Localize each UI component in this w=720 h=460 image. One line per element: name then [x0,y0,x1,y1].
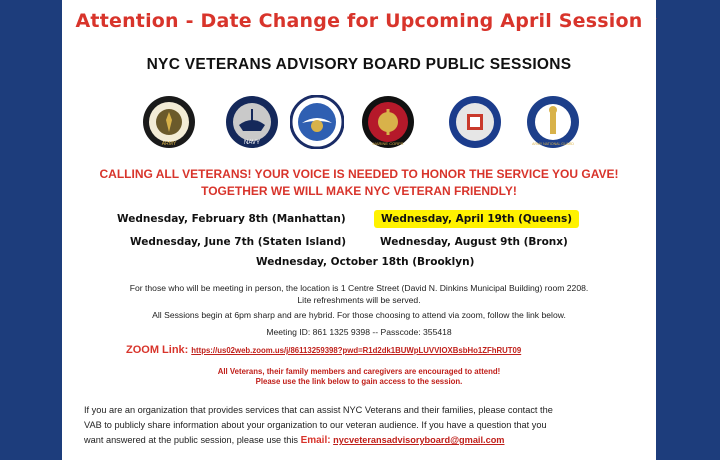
date-august: Wednesday, August 9th (Bronx) [380,236,568,248]
date-change-banner: Attention - Date Change for Upcoming April Session [75,10,643,32]
flyer-page [62,0,656,460]
org-line-3-text: want answered at the public session, please use this [84,435,298,445]
org-line-2: VAB to publicly share information about your organization to our veteran audience. If you have a question that you [84,420,547,430]
coast-guard-seal-icon [448,95,502,149]
org-line-3 [84,433,644,448]
encourage-line-2: Please use the link below to gain access to the session. [255,377,463,386]
zoom-label: ZOOM Link: [126,344,189,356]
org-line-1: If you are an organization that provides services that can assist NYC Veterans and their families, please contact the [84,405,553,415]
marine-seal-text: MARINE CORPS [372,141,404,146]
military-seals-row [62,95,656,155]
call-line-2: TOGETHER WE WILL MAKE NYC VETERAN FRIENDLY! [201,184,517,198]
sessions-info: All Sessions begin at 6pm sharp and are hybrid. For those choosing to attend via zoom, follow the link below. [152,310,566,320]
national-guard-seal-icon [526,95,580,149]
guard-seal-text: ARMY NATIONAL GUARD [532,142,574,146]
date-june: Wednesday, June 7th (Staten Island) [130,236,347,248]
marine-corps-seal-icon [361,95,415,149]
date-october: Wednesday, October 18th (Brooklyn) [256,256,475,268]
zoom-link[interactable]: https://us02web.zoom.us/j/86113259398?pwd=R1d2dk1BUWpLUVVIOXBsbHo1ZFhRUT09 [191,346,522,355]
call-line-1: CALLING ALL VETERANS! YOUR VOICE IS NEEDED TO HONOR THE SERVICE YOU GAVE! [99,167,619,181]
air-force-seal-icon [290,95,344,149]
navy-seal-text: NAVY [244,140,260,146]
email-label: Email: [300,435,331,446]
location-line: For those who will be meeting in person, the location is 1 Centre Street (David N. Dinkins Municipal Building) room 2208. [129,283,589,293]
navy-seal-icon [225,95,279,149]
location-info [62,282,656,306]
organization-info [84,403,644,448]
encouragement [62,367,656,387]
army-seal-text: ARMY [161,141,177,147]
encourage-line-1: All Veterans, their family members and caregivers are encouraged to attend! [217,367,501,376]
date-february: Wednesday, February 8th (Manhattan) [117,213,346,225]
refreshments-line: Lite refreshments will be served. [297,295,421,305]
date-april-highlighted: Wednesday, April 19th (Queens) [374,210,579,228]
zoom-link-row [126,344,646,356]
meeting-id: Meeting ID: 861 1325 9398 -- Passcode: 355418 [266,327,452,337]
page-title: NYC VETERANS ADVISORY BOARD PUBLIC SESSIONS [146,56,572,73]
email-link[interactable]: nycveteransadvisoryboard@gmail.com [333,435,505,445]
call-to-veterans [62,166,656,200]
army-seal-icon [142,95,196,149]
